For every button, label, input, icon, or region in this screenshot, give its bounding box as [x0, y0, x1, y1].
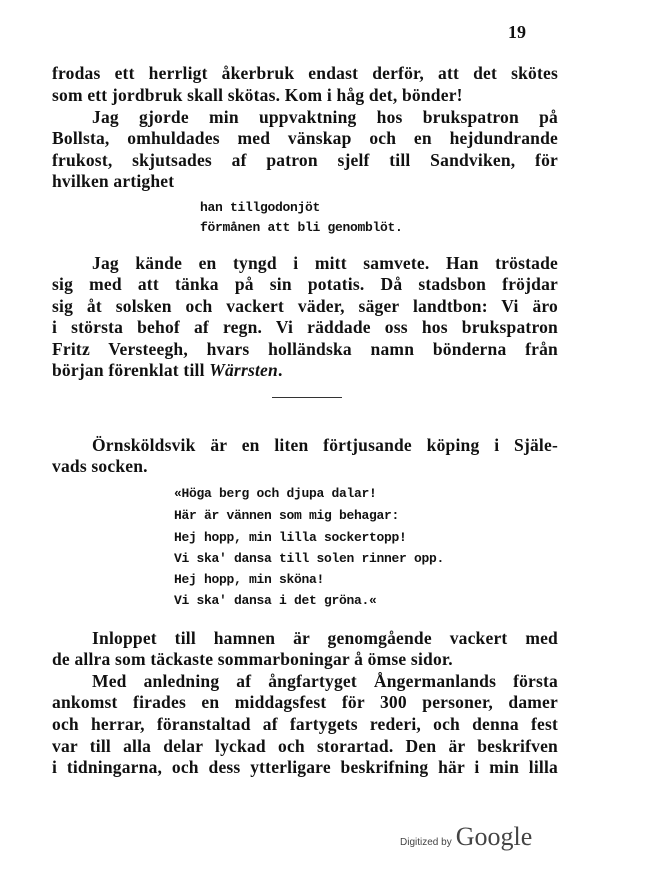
verse-line: förmånen att bli genomblöt. [200, 220, 403, 235]
text-line: Fritz Versteegh, hvars holländska namn bönderna från [52, 339, 558, 359]
verse-line: «Höga berg och djupa dalar! [174, 486, 377, 501]
text-line: Örnsköldsvik är en liten förtjusande köping i Själe- [92, 435, 558, 455]
text-line: och herrar, föranstaltad af fartygets rederi, och denna fest [52, 714, 558, 734]
text-line: Inloppet till hamnen är genomgående vackert med [92, 628, 558, 648]
verse-line: Vi ska' dansa i det gröna.« [174, 593, 377, 608]
text-line: frodas ett herrligt åkerbruk endast derför, att det skötes [52, 63, 558, 83]
text-line: hvilken artighet [52, 171, 175, 191]
text-line: Jag kände en tyngd i mitt samvete. Han tröstade [92, 253, 558, 273]
text-line: Bollsta, omhuldades med vänskap och en hejdundrande [52, 128, 558, 148]
text-line: var till alla delar lyckad och storartad. Den är beskrifven [52, 736, 558, 756]
watermark-prefix: Digitized by [400, 837, 452, 848]
text-line: ankomst firades en middagsfest för 300 personer, damer [52, 692, 558, 712]
verse-line: Vi ska' dansa till solen rinner opp. [174, 551, 445, 566]
text-line: som ett jordbruk skall skötas. Kom i håg det, bönder! [52, 85, 463, 105]
text-line: frukost, skjutsades af patron sjelf till Sandviken, för [52, 150, 558, 170]
text-line: i största behof af regn. Vi räddade oss hos brukspatron [52, 317, 558, 337]
period: . [277, 360, 283, 380]
text-line: de allra som täckaste sommarboningar å ömse sidor. [52, 649, 453, 669]
text-line: Jag gjorde min uppvaktning hos brukspatron på [92, 107, 558, 127]
page-number: 19 [508, 22, 526, 42]
text-line: vads socken. [52, 456, 148, 476]
text-line: sig med att tänka på sin potatis. Då stadsbon fröjdar [52, 274, 558, 294]
text-line: sig åt solsken och vackert väder, säger landtbon: Vi äro [52, 296, 558, 316]
italic-name: Wärrsten [209, 360, 278, 380]
watermark-brand: Google [455, 822, 533, 851]
text-line [52, 360, 558, 380]
section-divider [272, 397, 342, 398]
text-line: Med anledning af ångfartyget Ångermanlands första [92, 671, 558, 691]
verse-line: han tillgodonjöt [200, 200, 321, 215]
verse-line: Här är vännen som mig behagar: [174, 508, 400, 523]
text-span: början förenklat till [52, 360, 205, 380]
verse-line: Hej hopp, min lilla sockertopp! [174, 530, 407, 545]
digitized-watermark [400, 822, 532, 852]
text-line: i tidningarna, och dess ytterligare beskrifning här i min lilla [52, 757, 558, 777]
verse-line: Hej hopp, min sköna! [174, 572, 325, 587]
